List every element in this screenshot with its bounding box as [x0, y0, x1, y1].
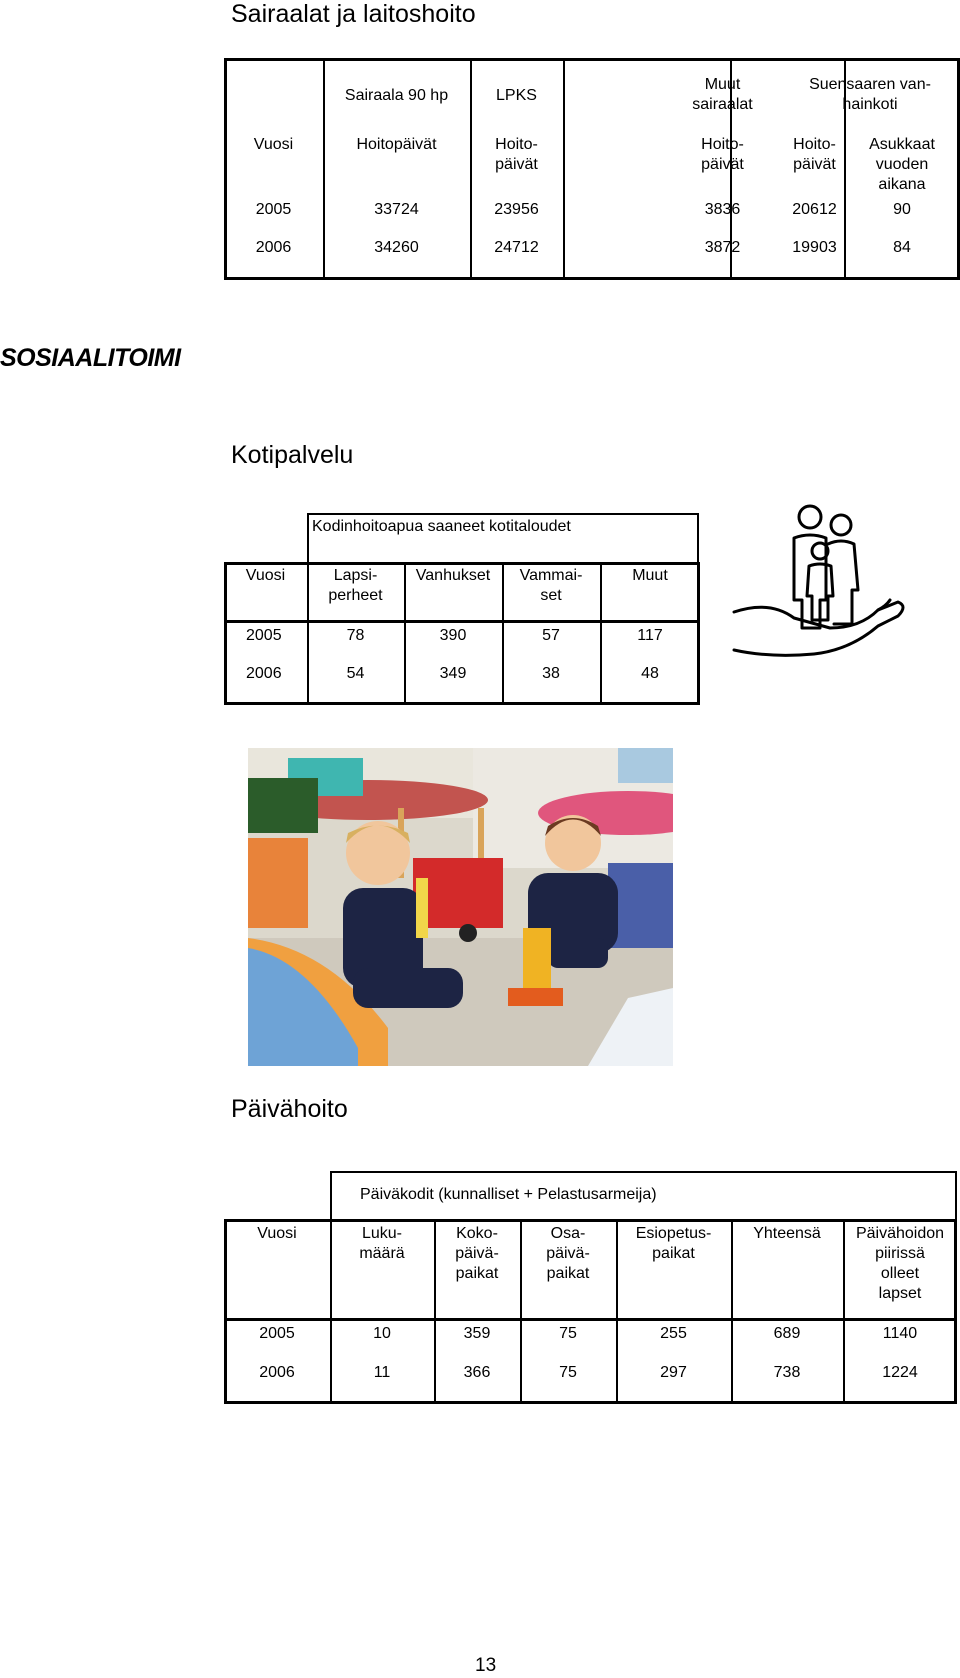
row-divider	[224, 620, 700, 623]
table-cell: 11	[373, 1364, 391, 1381]
table-cell: 3836	[704, 201, 741, 218]
column-header: Vuosi	[245, 567, 286, 584]
table-cell: 117	[637, 627, 663, 644]
table-cell: 75	[559, 1364, 577, 1381]
children-playing-photo	[248, 748, 673, 1066]
table-cell: 78	[346, 627, 365, 644]
table-cell: 390	[439, 627, 467, 644]
column-header: Vammai- set	[519, 567, 583, 604]
table-cell: 2005	[259, 1325, 295, 1342]
table-cell: 38	[542, 665, 560, 682]
column-header: Vuosi	[257, 1225, 297, 1242]
table-cell: 366	[463, 1364, 491, 1381]
column-header: Luku- määrä	[359, 1225, 405, 1262]
col-divider	[563, 58, 565, 280]
group-header: Muut sairaalat	[692, 76, 753, 113]
column-header: Yhteensä	[753, 1225, 821, 1242]
column-header: Hoitopäivät	[356, 136, 437, 153]
group-header: LPKS	[496, 87, 537, 104]
table-cell: 75	[559, 1325, 577, 1342]
column-header: Hoito- päivät	[793, 136, 836, 173]
table-caption: Kodinhoitoapua saaneet kotitaloudet	[312, 518, 571, 535]
table-cell: 23956	[494, 201, 539, 218]
table-cell: 2006	[255, 239, 292, 256]
table-cell: 349	[439, 665, 467, 682]
table-cell: 33724	[374, 201, 419, 218]
table-cell: 2005	[246, 627, 282, 644]
section-title-paivahoito: Päivähoito	[231, 1095, 348, 1123]
section-title-sosiaalitoimi: SOSIAALITOIMI	[0, 344, 181, 372]
table-cell: 738	[773, 1364, 801, 1381]
table-caption: Päiväkodit (kunnalliset + Pelastusarmeija)	[360, 1186, 657, 1203]
column-header: Vuosi	[253, 136, 294, 153]
table-cell: 84	[893, 239, 911, 256]
table-cell: 3872	[704, 239, 741, 256]
table-cell: 19903	[792, 239, 837, 256]
table-cell: 689	[773, 1325, 801, 1342]
column-header: Päivähoidon piirissä olleet lapset	[855, 1225, 945, 1302]
table-cell: 255	[660, 1325, 687, 1342]
section-title-kotipalvelu: Kotipalvelu	[231, 441, 354, 469]
table-cell: 57	[542, 627, 560, 644]
column-header: Vanhukset	[415, 567, 491, 584]
row-divider	[224, 1318, 957, 1321]
table-cell: 10	[373, 1325, 391, 1342]
column-header: Muut	[632, 567, 668, 584]
table-cell: 34260	[374, 239, 419, 256]
column-header: Koko- päivä- paikat	[455, 1225, 499, 1282]
table-cell: 2006	[246, 665, 282, 682]
family-in-hand-icon	[730, 500, 920, 668]
section-title-sairaalat: Sairaalat ja laitoshoito	[231, 0, 476, 28]
table-cell: 48	[641, 665, 659, 682]
column-header: Osa- päivä- paikat	[546, 1225, 590, 1282]
table-cell: 2005	[255, 201, 292, 218]
column-header: Hoito- päivät	[701, 136, 744, 173]
column-header: Asukkaat vuoden aikana	[869, 136, 935, 193]
table-cell: 2006	[259, 1364, 295, 1381]
column-header: Esiopetus- paikat	[635, 1225, 712, 1262]
table-cell: 90	[893, 201, 911, 218]
table-cell: 24712	[494, 239, 539, 256]
group-header: Sairaala 90 hp	[344, 87, 449, 104]
table-cell: 359	[463, 1325, 491, 1342]
page-number: 13	[475, 1655, 497, 1676]
column-header: Lapsi- perheet	[328, 567, 383, 604]
table-cell: 54	[346, 665, 365, 682]
group-header: Suensaaren van- hainkoti	[809, 76, 931, 113]
table-cell: 297	[660, 1364, 687, 1381]
column-header: Hoito- päivät	[495, 136, 538, 173]
table-cell: 1224	[882, 1364, 918, 1381]
table-cell: 1140	[882, 1325, 918, 1342]
table-cell: 20612	[792, 201, 837, 218]
